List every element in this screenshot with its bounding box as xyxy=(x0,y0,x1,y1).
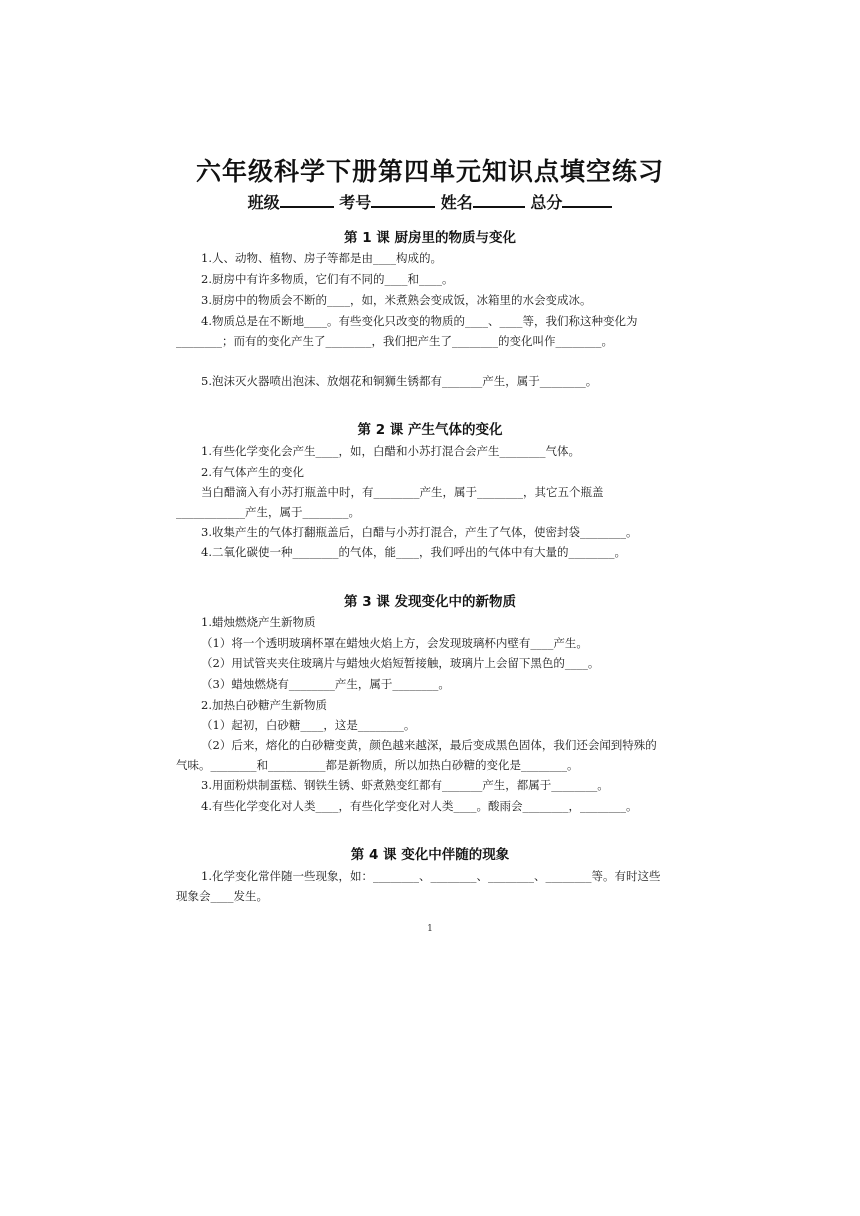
question-line: （1）起初，白砂糖____，这是________。 xyxy=(201,718,416,732)
question-line: 1.人、动物、植物、房子等都是由____构成的。 xyxy=(201,251,442,265)
question-line: 1.有些化学变化会产生____，如，白醋和小苏打混合会产生________气体。 xyxy=(201,444,580,458)
question-line: 4.二氧化碳使一种________的气体，能____，我们呼出的气体中有大量的________。 xyxy=(201,545,626,559)
question-line: 3.厨房中的物质会不断的____，如，米煮熟会变成饭，冰箱里的水会变成冰。 xyxy=(201,293,592,307)
question-line: ____________产生，属于________。 xyxy=(176,505,360,519)
question-line: 2.加热白砂糖产生新物质 xyxy=(201,698,327,712)
section-heading-2: 第 2 课 产生气体的变化 xyxy=(357,422,503,438)
question-line: 2.有气体产生的变化 xyxy=(201,465,304,479)
question-line: （3）蜡烛燃烧有________产生，属于________。 xyxy=(201,677,450,691)
question-line: 现象会____发生。 xyxy=(176,889,268,903)
exam-number-label: 考号 xyxy=(339,193,372,212)
exam-number-blank[interactable] xyxy=(371,192,435,208)
question-line: 4.有些化学变化对人类____，有些化学变化对人类____。酸雨会________，________。 xyxy=(201,799,638,813)
score-label: 总分 xyxy=(530,193,563,212)
question-line: 当白醋滴入有小苏打瓶盖中时，有________产生，属于________，其它五个瓶盖 xyxy=(201,485,604,499)
section-heading-4: 第 4 课 变化中伴随的现象 xyxy=(350,847,510,863)
document-title: 六年级科学下册第四单元知识点填空练习 xyxy=(195,157,664,186)
section-heading-1: 第 1 课 厨房里的物质与变化 xyxy=(344,230,516,246)
class-blank[interactable] xyxy=(280,192,334,208)
question-line: 2.厨房中有许多物质，它们有不同的____和____。 xyxy=(201,272,454,286)
question-line: 3.收集产生的气体打翻瓶盖后，白醋与小苏打混合，产生了气体，使密封袋________。 xyxy=(201,525,638,539)
question-line: 1.蜡烛燃烧产生新物质 xyxy=(201,615,316,629)
question-line: 气味。________和__________都是新物质，所以加热白砂糖的变化是________。 xyxy=(176,758,579,772)
question-line: 3.用面粉烘制蛋糕、钢铁生锈、虾煮熟变红都有_______产生，都属于________。 xyxy=(201,778,609,792)
question-line: （2）后来，熔化的白砂糖变黄，颜色越来越深，最后变成黑色固体，我们还会闻到特殊的 xyxy=(201,738,657,752)
score-blank[interactable] xyxy=(562,192,612,208)
question-line: （2）用试管夹夹住玻璃片与蜡烛火焰短暂接触，玻璃片上会留下黑色的____。 xyxy=(201,656,600,670)
page-number: 1 xyxy=(427,924,433,934)
name-label: 姓名 xyxy=(440,193,473,212)
name-blank[interactable] xyxy=(473,192,525,208)
question-line: 1.化学变化常伴随一些现象，如：________、________、________、________等。有时这些 xyxy=(201,869,661,883)
question-line: 4.物质总是在不断地____。有些变化只改变的物质的____、____等，我们称这种变化为 xyxy=(201,314,638,328)
question-line: 5.泡沫灭火器喷出泡沫、放烟花和铜狮生锈都有_______产生，属于________。 xyxy=(201,374,598,388)
class-label: 班级 xyxy=(247,193,280,212)
section-heading-3: 第 3 课 发现变化中的新物质 xyxy=(344,594,516,610)
question-line: ________；而有的变化产生了________，我们把产生了________的变化叫作________。 xyxy=(176,334,613,348)
question-line: （1）将一个透明玻璃杯罩在蜡烛火焰上方，会发现玻璃杯内壁有____产生。 xyxy=(201,636,588,650)
student-info-row xyxy=(0,190,860,213)
